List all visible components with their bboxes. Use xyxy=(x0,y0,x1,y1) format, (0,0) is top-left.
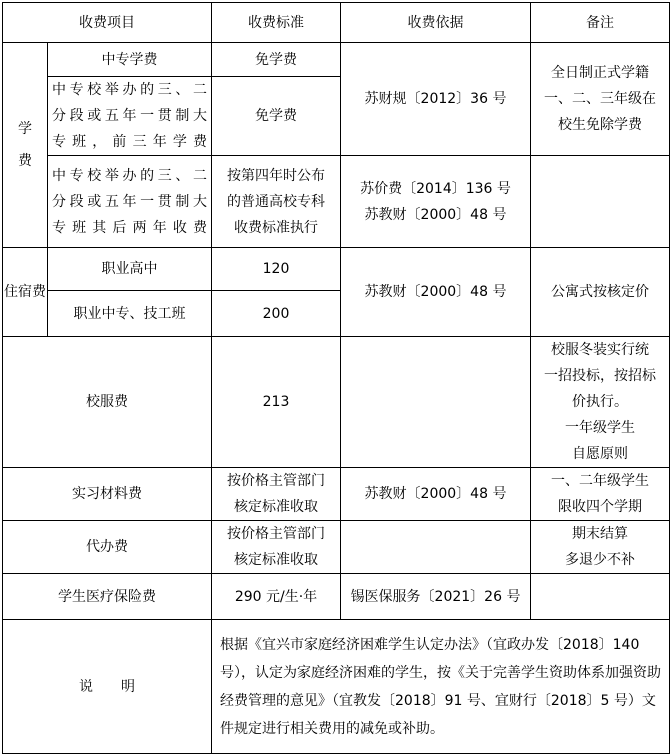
note-text: 根据《宜兴市家庭经济困难学生认定办法》（宜政办发〔2018〕140 号），认定为家庭经济困难的学生，按《关于完善学生资助体系加强资助经费管理的意见》（宜教发〔2018〕91 号、宜财行〔2018〕5 号）文件规定进行相关费用的减免或补助。 xyxy=(212,620,670,754)
tuition-row3-basis: 苏价费〔2014〕136 号 苏教财〔2000〕48 号 xyxy=(341,156,531,248)
header-basis: 收费依据 xyxy=(341,3,531,43)
uniform-basis xyxy=(341,337,531,468)
header-standard: 收费标准 xyxy=(212,3,341,43)
material-remark: 一、二年级学生 限收四个学期 xyxy=(531,468,670,521)
tuition-row3-standard: 按第四年时公布 的普通高校专科 收费标准执行 xyxy=(212,156,341,248)
lodging-row2-item: 职业中专、技工班 xyxy=(48,291,212,337)
uniform-row xyxy=(3,337,670,468)
lodging-row2-standard: 200 xyxy=(212,291,341,337)
material-basis: 苏教财〔2000〕48 号 xyxy=(341,468,531,521)
header-item: 收费项目 xyxy=(3,3,212,43)
tuition-row-1 xyxy=(3,43,670,77)
lodging-group-label: 住宿费 xyxy=(3,248,48,337)
agency-row xyxy=(3,521,670,574)
lodging-row1-item: 职业高中 xyxy=(48,248,212,291)
lodging-remark: 公寓式按核定价 xyxy=(531,248,670,337)
tuition-row3-remark xyxy=(531,156,670,248)
medical-standard: 290 元/生·年 xyxy=(212,574,341,620)
uniform-item: 校服费 xyxy=(3,337,212,468)
tuition-row2-standard: 免学费 xyxy=(212,77,341,156)
tuition-row1-item: 中专学费 xyxy=(48,43,212,77)
material-standard: 按价格主管部门 核定标准收取 xyxy=(212,468,341,521)
medical-basis: 锡医保服务〔2021〕26 号 xyxy=(341,574,531,620)
material-row xyxy=(3,468,670,521)
lodging-row-1 xyxy=(3,248,670,291)
note-row xyxy=(3,620,670,754)
agency-remark: 期末结算 多退少不补 xyxy=(531,521,670,574)
agency-basis xyxy=(341,521,531,574)
tuition-basis: 苏财规〔2012〕36 号 xyxy=(341,43,531,156)
header-remark: 备注 xyxy=(531,3,670,43)
tuition-row3-item: 中专校举办的三、二 分段或五年一贯制大 专班其后两年收费 xyxy=(48,156,212,248)
uniform-standard: 213 xyxy=(212,337,341,468)
uniform-remark: 校服冬装实行统 一招投标，按招标 价执行。 一年级学生 自愿原则 xyxy=(531,337,670,468)
tuition-remark: 全日制正式学籍 一、二、三年级在 校生免除学费 xyxy=(531,43,670,156)
tuition-group-label: 学 费 xyxy=(3,43,48,248)
medical-item: 学生医疗保险费 xyxy=(3,574,212,620)
material-item: 实习材料费 xyxy=(3,468,212,521)
lodging-row1-standard: 120 xyxy=(212,248,341,291)
tuition-row1-standard: 免学费 xyxy=(212,43,341,77)
tuition-row2-item: 中专校举办的三、二 分段或五年一贯制大 专班，前三年学费 xyxy=(48,77,212,156)
agency-item: 代办费 xyxy=(3,521,212,574)
medical-row xyxy=(3,574,670,620)
tuition-row-3 xyxy=(3,156,670,248)
fee-table xyxy=(2,2,670,754)
agency-standard: 按价格主管部门 核定标准收取 xyxy=(212,521,341,574)
note-label: 说 明 xyxy=(3,620,212,754)
medical-remark xyxy=(531,574,670,620)
lodging-basis: 苏教财〔2000〕48 号 xyxy=(341,248,531,337)
header-row xyxy=(3,3,670,43)
